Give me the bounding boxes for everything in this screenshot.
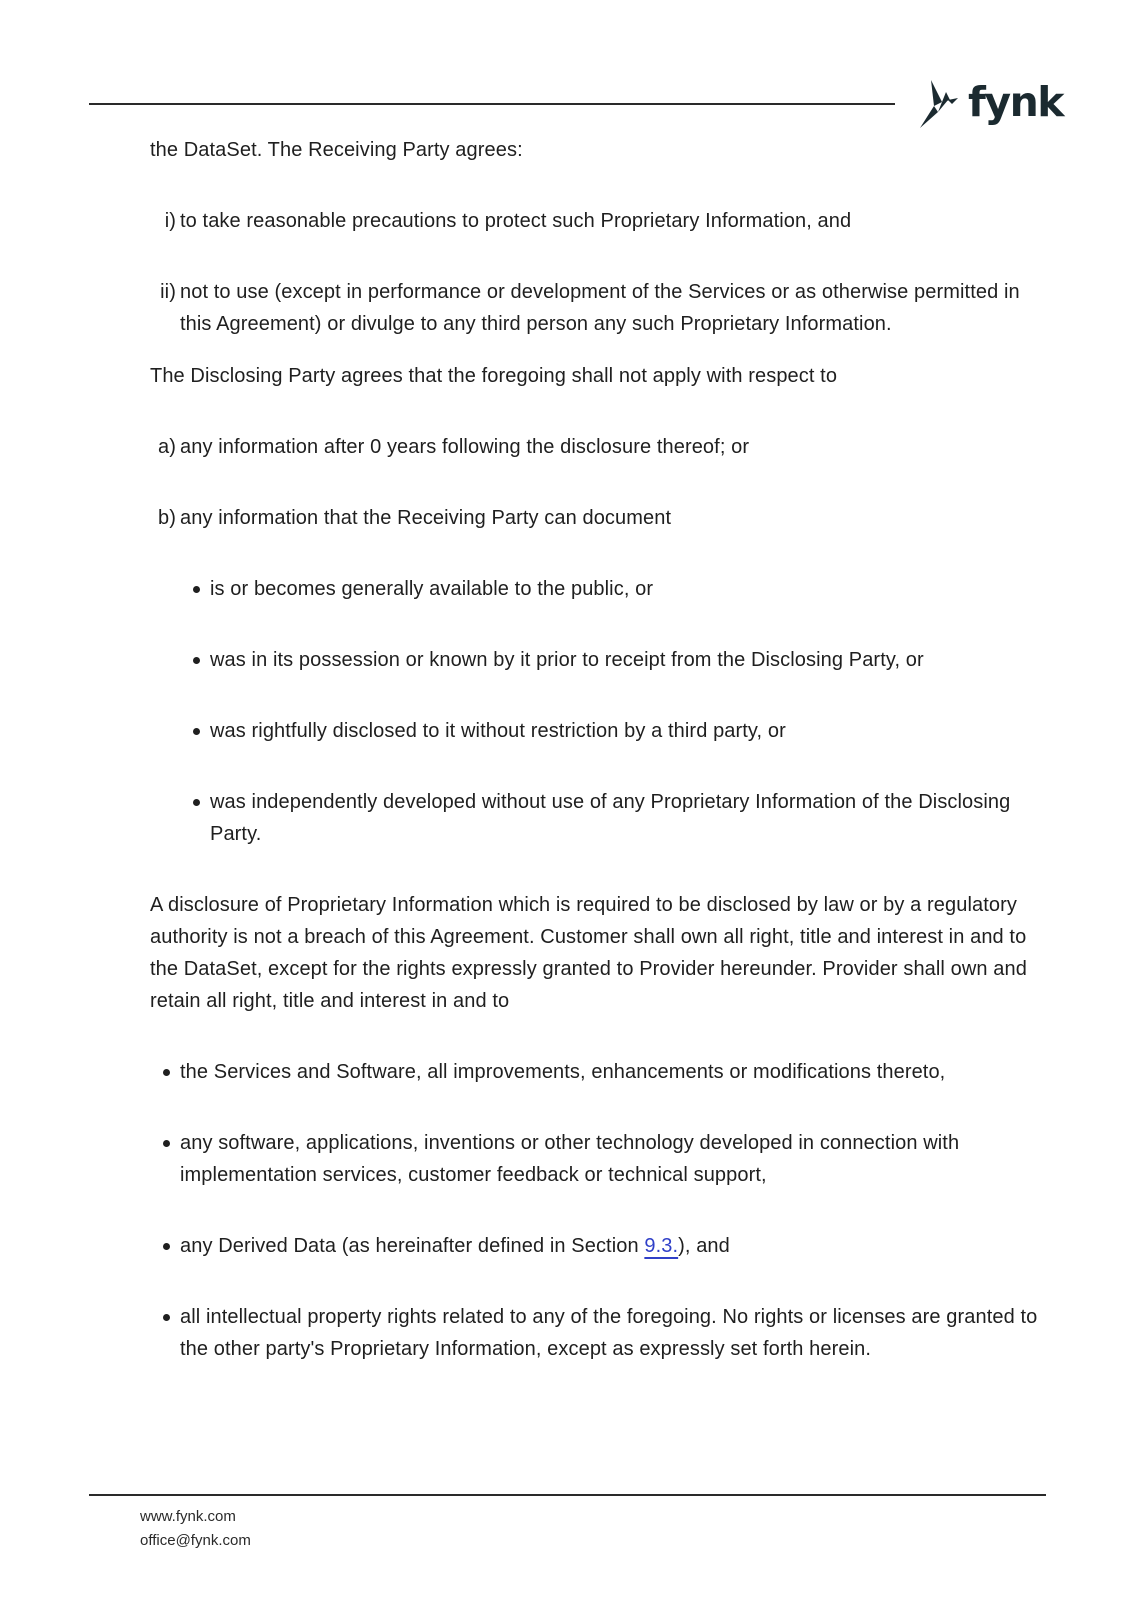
header-divider bbox=[89, 103, 895, 105]
logo-wordmark: fynk bbox=[968, 78, 1064, 126]
list-item-i bbox=[150, 205, 1045, 237]
ownership-bullet bbox=[150, 1301, 1045, 1365]
bullet-text: all intellectual property rights related to any of the foregoing. No rights or licenses are granted to the other party's Proprietary Information, except as expressly set forth herein. bbox=[180, 1306, 1038, 1360]
list-marker: i) bbox=[164, 210, 176, 232]
list-marker: ii) bbox=[160, 281, 176, 303]
sub-bullet-item bbox=[150, 644, 1045, 676]
sub-bullet-item bbox=[150, 573, 1045, 605]
bullet-text-after: ), and bbox=[678, 1235, 730, 1257]
footer-website: www.fynk.com bbox=[140, 1508, 236, 1525]
bullet-text: the Services and Software, all improvements, enhancements or modifications thereto, bbox=[180, 1061, 946, 1083]
bullet-text: any software, applications, inventions or other technology developed in connection with implementation services, customer feedback or technical support, bbox=[180, 1132, 960, 1186]
bullet-text: was in its possession or known by it prior to receipt from the Disclosing Party, or bbox=[210, 649, 924, 671]
bullet-dot bbox=[193, 657, 200, 664]
disclosing-intro: The Disclosing Party agrees that the foregoing shall not apply with respect to bbox=[150, 365, 838, 387]
logo bbox=[918, 78, 1063, 130]
footer-email: office@fynk.com bbox=[140, 1532, 251, 1549]
bullet-dot bbox=[163, 1243, 170, 1250]
sub-bullet-item bbox=[150, 715, 1045, 747]
ownership-paragraph: A disclosure of Proprietary Information which is required to be disclosed by law or by a regulatory authority is not a breach of this Agreement. Customer shall own all right, title and interest in and to the DataSet, except for the rights expressly granted to Provider hereunder. Provider shall own and retain all right, title and interest in and to bbox=[150, 894, 1027, 1012]
footer-divider bbox=[89, 1494, 1046, 1496]
bullet-text: was rightfully disclosed to it without restriction by a third party, or bbox=[210, 720, 786, 742]
bullet-text: is or becomes generally available to the public, or bbox=[210, 578, 654, 600]
bullet-dot bbox=[163, 1314, 170, 1321]
intro-text: the DataSet. The Receiving Party agrees: bbox=[150, 139, 523, 161]
bullet-dot bbox=[163, 1140, 170, 1147]
bullet-text-before: any Derived Data (as hereinafter defined in Section bbox=[180, 1235, 645, 1257]
ownership-bullet bbox=[150, 1127, 1045, 1191]
bullet-text: was independently developed without use of any Proprietary Information of the Disclosing Party. bbox=[210, 791, 1011, 845]
list-item-text: not to use (except in performance or development of the Services or as otherwise permitted in this Agreement) or divulge to any third person any such Proprietary Information. bbox=[180, 281, 1020, 335]
ownership-bullet bbox=[150, 1056, 1045, 1088]
list-item-text: any information after 0 years following the disclosure thereof; or bbox=[180, 436, 750, 458]
list-marker: b) bbox=[158, 507, 176, 529]
fynk-bird-icon bbox=[918, 78, 962, 130]
section-9-3-link[interactable]: 9.3. bbox=[644, 1235, 679, 1257]
footer bbox=[140, 1505, 251, 1553]
ownership-bullet bbox=[150, 1230, 1045, 1262]
sub-bullet-item bbox=[150, 786, 1045, 850]
document-body bbox=[150, 134, 1045, 1365]
list-item-a bbox=[150, 431, 1045, 463]
bullet-dot bbox=[193, 586, 200, 593]
list-marker: a) bbox=[158, 436, 176, 458]
list-item-ii bbox=[150, 276, 1045, 340]
list-item-b bbox=[150, 502, 1045, 534]
list-item-text: to take reasonable precautions to protect such Proprietary Information, and bbox=[180, 210, 852, 232]
bullet-dot bbox=[163, 1069, 170, 1076]
bullet-dot bbox=[193, 728, 200, 735]
list-item-text: any information that the Receiving Party can document bbox=[180, 507, 672, 529]
bullet-dot bbox=[193, 799, 200, 806]
